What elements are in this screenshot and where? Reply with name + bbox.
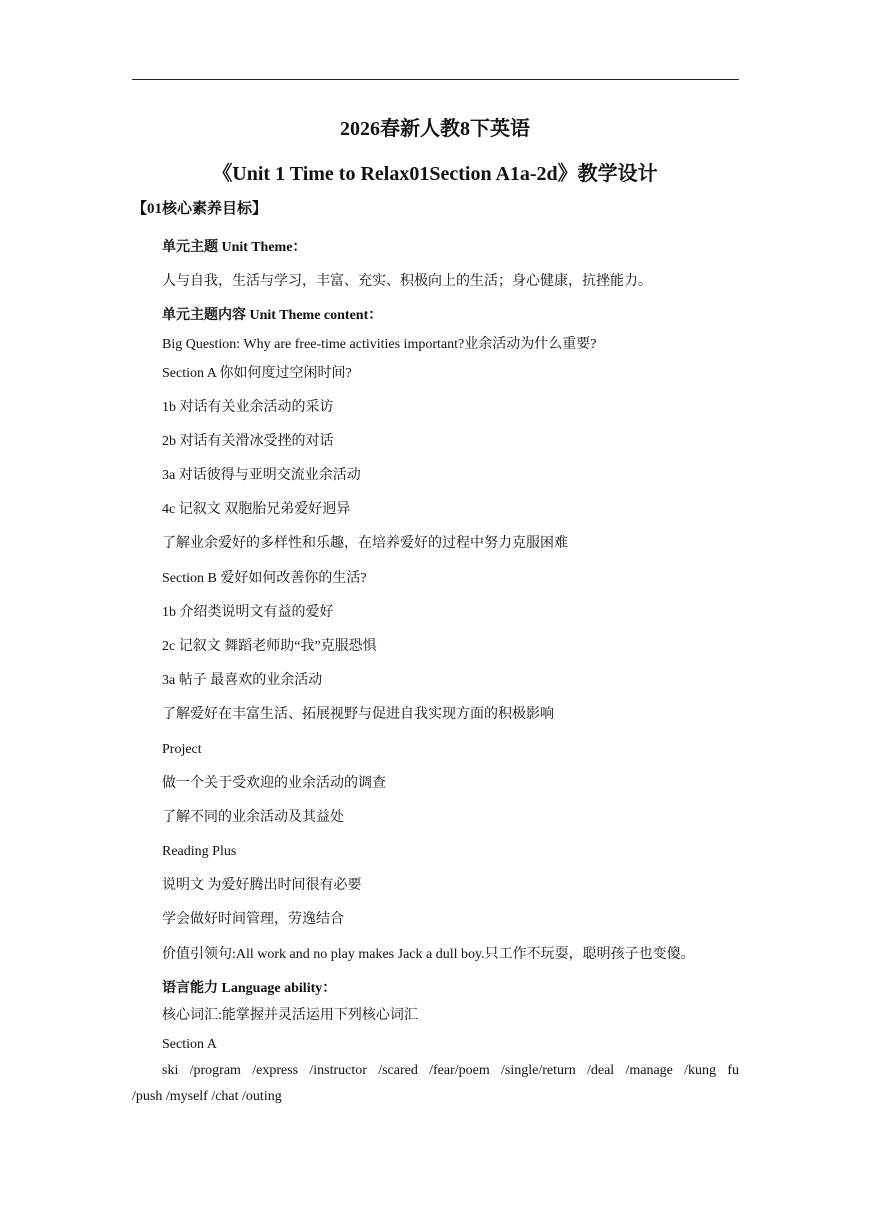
header-rule [132,79,739,80]
body-line: 了解业余爱好的多样性和乐趣，在培养爱好的过程中努力克服困难 [162,536,568,551]
big-question-line: Big Question: Why are free-time activities important?业余活动为什么重要? [162,337,597,352]
project-line: Project [162,742,202,757]
body-line: 2c 记叙文 舞蹈老师助“我”克服恐惧 [162,639,377,654]
core-vocab-line: 核心词汇:能掌握并灵活运用下列核心词汇 [162,1008,418,1023]
unit-theme-content-heading: 单元主题内容 Unit Theme content： [162,308,383,323]
body-line: 做一个关于受欢迎的业余活动的调查 [162,776,386,791]
body-line: 了解不同的业余活动及其益处 [162,810,344,825]
unit-theme-heading: 单元主题 Unit Theme： [162,240,307,255]
body-line: 说明文 为爱好腾出时间很有必要 [162,878,362,893]
section-heading: 【01核心素养目标】 [132,201,268,217]
section-a-line: Section A 你如何度过空闲时间? [162,366,352,381]
value-sentence-line: 价值引领句:All work and no play makes Jack a dull boy.只工作不玩耍，聪明孩子也变傻。 [162,947,695,962]
body-line: 1b 对话有关业余活动的采访 [162,400,334,415]
body-line: 学会做好时间管理，劳逸结合 [162,912,344,927]
vocab-list-line-1: ski /program /express /instructor /scared /fear/poem /single/return /deal /manage /kung fu [162,1063,739,1078]
section-a-vocab-heading: Section A [162,1037,217,1052]
section-b-line: Section B 爱好如何改善你的生活? [162,571,367,586]
body-line: 了解爱好在丰富生活、拓展视野与促进自我实现方面的积极影响 [162,707,554,722]
unit-theme-text: 人与自我，生活与学习，丰富、充实、积极向上的生活；身心健康，抗挫能力。 [162,274,652,289]
document-subtitle: 《Unit 1 Time to Relax01Section A1a-2d》教学设计 [212,163,658,185]
body-line: 2b 对话有关滑冰受挫的对话 [162,434,334,449]
vocab-list-line-2: /push /myself /chat /outing [132,1089,282,1104]
reading-plus-line: Reading Plus [162,844,237,859]
document-title: 2026春新人教8下英语 [340,118,530,140]
body-line: 1b 介绍类说明文有益的爱好 [162,605,334,620]
body-line: 3a 帖子 最喜欢的业余活动 [162,673,323,688]
body-line: 3a 对话彼得与亚明交流业余活动 [162,468,361,483]
body-line: 4c 记叙文 双胞胎兄弟爱好迥异 [162,502,351,517]
language-ability-heading: 语言能力 Language ability： [162,981,337,996]
